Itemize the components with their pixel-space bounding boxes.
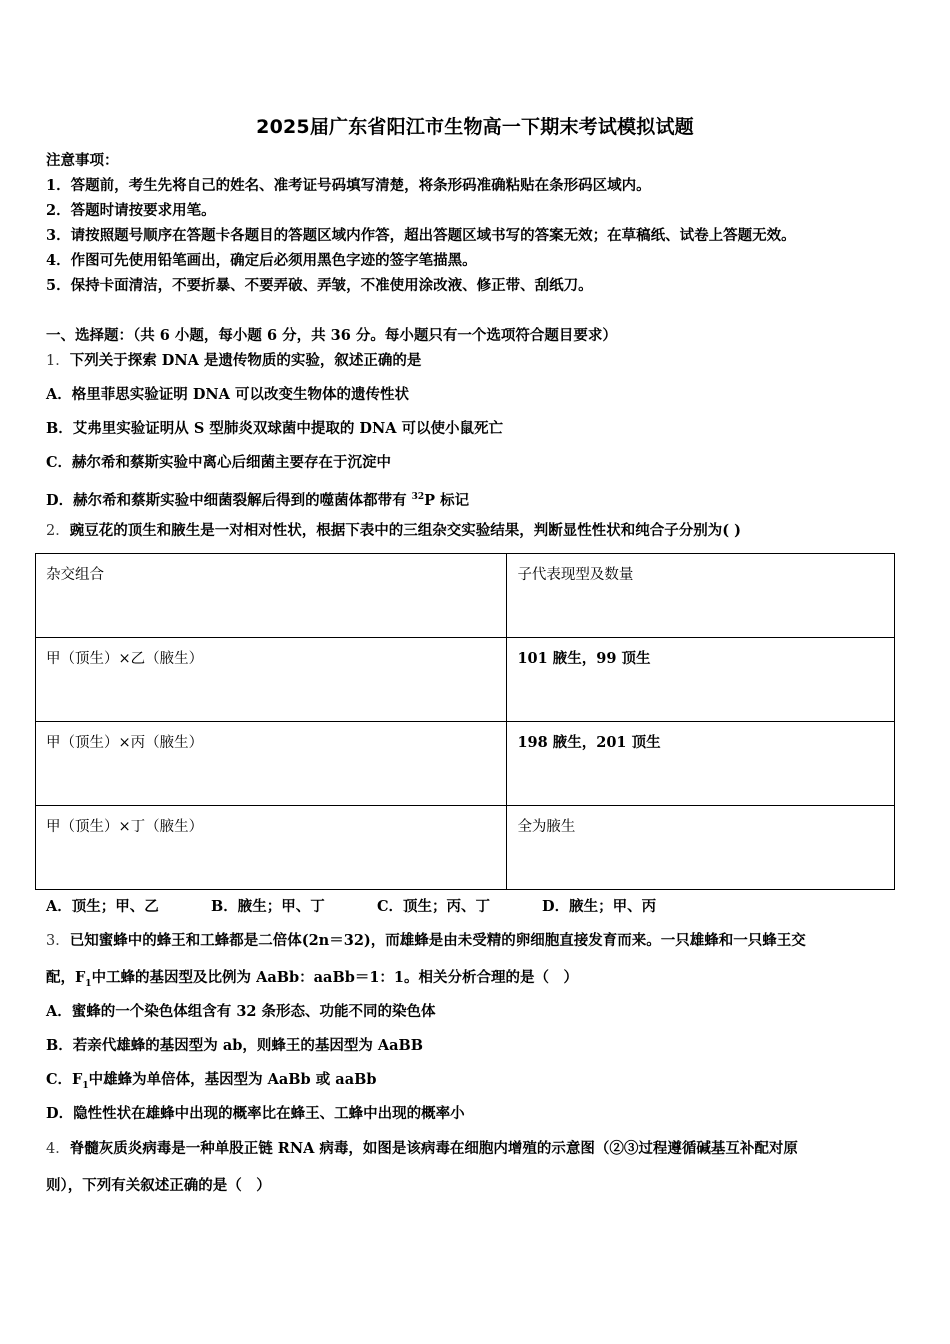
q2-options xyxy=(46,897,656,917)
question-text: 豌豆花的顶生和腋生是一对相对性状，根据下表中的三组杂交实验结果，判断显性性状和纯合子分别为( ) xyxy=(69,522,741,539)
option-text: 腋生；甲、丁 xyxy=(237,898,325,915)
q3-option-a xyxy=(46,1002,436,1022)
option-label: D． xyxy=(46,491,74,509)
table-cell: 全为腋生 xyxy=(507,806,895,890)
table-row xyxy=(36,722,895,806)
question-3-stem-line1 xyxy=(46,931,806,951)
table-cell: 甲（顶生）×乙（腋生） xyxy=(36,638,507,722)
option-label: A． xyxy=(46,386,72,403)
option-text: 蜜蜂的一个染色体组含有 32 条形态、功能不同的染色体 xyxy=(71,1003,436,1020)
table-cell: 甲（顶生）×丙（腋生） xyxy=(36,722,507,806)
subscript: 1 xyxy=(82,1080,89,1091)
page-title: 2025届广东省阳江市生物高一下期末考试模拟试题 xyxy=(256,116,694,138)
option-text: 隐性性状在雄蜂中出现的概率比在蜂王、工蜂中出现的概率小 xyxy=(73,1105,465,1122)
table-header-cell: 子代表现型及数量 xyxy=(507,554,895,638)
q3-option-c xyxy=(46,1070,376,1096)
option-text: 腋生；甲、丙 xyxy=(569,898,657,915)
option-text: 若亲代雄蜂的基因型为 ab，则蜂王的基因型为 AaBB xyxy=(72,1037,424,1054)
option-text: 顶生；丙、丁 xyxy=(403,898,491,915)
notice-item: 5．保持卡面清洁，不要折暴、不要弄破、弄皱，不准使用涂改液、修正带、刮纸刀。 xyxy=(46,277,593,294)
question-number: 4． xyxy=(46,1141,70,1157)
q3-option-d xyxy=(46,1104,465,1124)
question-text: 配，F xyxy=(46,969,86,986)
q1-option-a xyxy=(46,385,409,405)
q1-option-d xyxy=(46,487,469,511)
option-text: 赫尔希和蔡斯实验中细菌裂解后得到的噬菌体都带有 xyxy=(73,491,412,509)
question-text: 脊髓灰质炎病毒是一种单股正链 RNA 病毒，如图是该病毒在细胞内增殖的示意图（②③过程遵循碱基互补配对原 xyxy=(69,1140,798,1157)
q2-option-c xyxy=(377,897,542,917)
q1-option-c xyxy=(46,453,391,473)
q2-option-d xyxy=(542,897,656,917)
option-text: 赫尔希和蔡斯实验中离心后细菌主要存在于沉淀中 xyxy=(72,454,392,471)
notice-item: 1．答题前，考生先将自己的姓名、准考证号码填写清楚，将条形码准确粘贴在条形码区域内。 xyxy=(46,177,651,194)
question-2-stem xyxy=(46,521,741,541)
notice-item: 4．作图可先使用铅笔画出，确定后必须用黑色字迹的签字笔描黑。 xyxy=(46,252,477,269)
question-number: 2． xyxy=(46,523,70,539)
subscript: 1 xyxy=(85,978,92,989)
question-1-stem xyxy=(46,351,421,371)
notice-heading: 注意事项： xyxy=(46,152,119,169)
table-cell: 101 腋生，99 顶生 xyxy=(507,638,895,722)
q2-option-b xyxy=(211,897,377,917)
option-text: 中雄蜂为单倍体，基因型为 AaBb 或 aaBb xyxy=(88,1071,377,1088)
table-row xyxy=(36,638,895,722)
question-text: 中工蜂的基因型及比例为 AaBb：aaBb＝1：1。相关分析合理的是（ ） xyxy=(91,969,579,986)
option-label: B． xyxy=(46,420,73,437)
q3-option-b xyxy=(46,1036,423,1056)
q1-option-b xyxy=(46,419,503,439)
option-text: 格里菲思实验证明 DNA 可以改变生物体的遗传性状 xyxy=(71,386,409,403)
question-text: 已知蜜蜂中的蜂王和工蜂都是二倍体(2n＝32)，而雄蜂是由未受精的卵细胞直接发育而来。一只雄蜂和一只蜂王交 xyxy=(69,932,806,949)
option-label: D． xyxy=(46,1105,74,1122)
option-label: D． xyxy=(542,898,570,915)
option-text: P 标记 xyxy=(424,491,470,509)
question-text: 下列关于探索 DNA 是遗传物质的实验，叙述正确的是 xyxy=(69,352,422,369)
superscript: 32 xyxy=(411,492,425,502)
question-number: 3． xyxy=(46,933,70,949)
option-label: C． xyxy=(46,1071,73,1088)
notice-item: 3．请按照题号顺序在答题卡各题目的答题区域内作答，超出答题区域书写的答案无效；在草稿纸、试卷上答题无效。 xyxy=(46,227,796,244)
notice-item: 2．答题时请按要求用笔。 xyxy=(46,202,216,219)
question-number: 1． xyxy=(46,353,70,369)
table-cell: 甲（顶生）×丁（腋生） xyxy=(36,806,507,890)
table-header-row xyxy=(36,554,895,638)
question-4-stem-line2: 则），下列有关叙述正确的是（ ） xyxy=(46,1177,271,1194)
option-label: C． xyxy=(377,898,404,915)
table-cell: 198 腋生，201 顶生 xyxy=(507,722,895,806)
option-text: F xyxy=(72,1071,83,1088)
table-header-cell: 杂交组合 xyxy=(36,554,507,638)
table-row xyxy=(36,806,895,890)
q2-option-a xyxy=(46,897,211,917)
option-label: C． xyxy=(46,454,73,471)
cross-table xyxy=(35,553,895,890)
option-label: B． xyxy=(46,1037,73,1054)
option-label: B． xyxy=(211,898,238,915)
option-label: A． xyxy=(46,1003,72,1020)
option-label: A． xyxy=(46,898,72,915)
option-text: 顶生；甲、乙 xyxy=(71,898,159,915)
question-4-stem-line1 xyxy=(46,1139,798,1159)
option-text: 艾弗里实验证明从 S 型肺炎双球菌中提取的 DNA 可以使小鼠死亡 xyxy=(72,420,504,437)
question-3-stem-line2 xyxy=(46,968,578,994)
section-heading: 一、选择题：（共 6 小题，每小题 6 分，共 36 分。每小题只有一个选项符合题目要求） xyxy=(46,327,617,344)
